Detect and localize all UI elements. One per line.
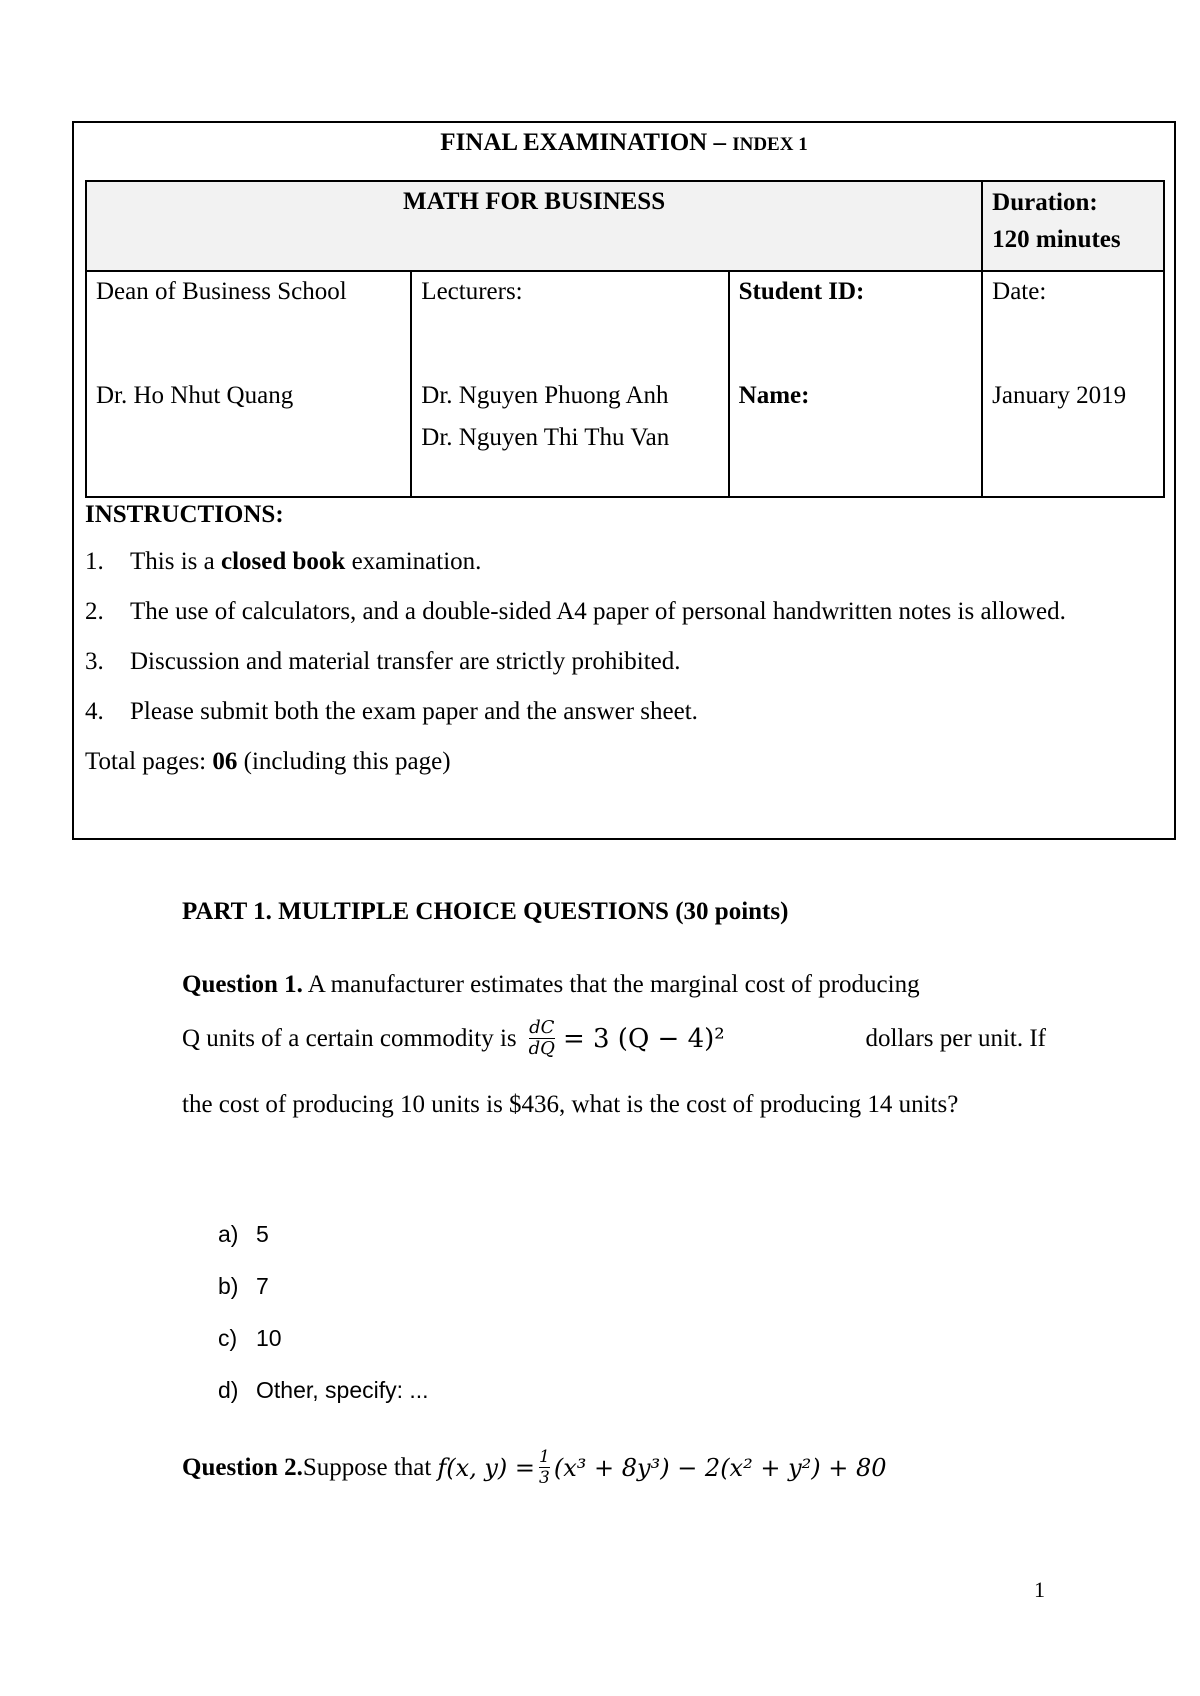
derivative-fraction xyxy=(529,1018,555,1059)
instructions xyxy=(85,501,1167,780)
question-text: A manufacturer estimates that the marginal cost of producing xyxy=(302,971,920,998)
exam-title-separator: – xyxy=(707,129,733,156)
instruction-item xyxy=(85,693,1167,730)
option-value: Other, specify: ... xyxy=(256,1377,429,1403)
exam-title xyxy=(74,129,1174,157)
instruction-text: The use of calculators, and a double-sided A4 paper of personal handwritten notes is allowed. xyxy=(130,598,1066,625)
question-1-options xyxy=(218,1218,429,1426)
question-text: Suppose that xyxy=(302,1453,432,1481)
function-definition xyxy=(437,1447,886,1488)
option-value: 10 xyxy=(256,1325,282,1351)
question-1-line xyxy=(182,966,1046,1003)
total-pages-label: Total pages: xyxy=(85,748,213,775)
student-id-space xyxy=(739,306,973,370)
fraction-numerator: 1 xyxy=(539,1447,550,1467)
answer-option[interactable] xyxy=(218,1374,429,1426)
total-pages xyxy=(85,743,1167,780)
staff-row xyxy=(86,271,1164,497)
option-letter: a) xyxy=(218,1221,239,1247)
exam-index: INDEX 1 xyxy=(732,134,808,155)
function-rhs: (x³ + 8y³) − 2(x² + y²) + 80 xyxy=(553,1453,887,1482)
function-lhs: f(x, y) = xyxy=(437,1453,536,1482)
duration-label: Duration: xyxy=(992,189,1098,216)
question-label: Question 1. xyxy=(182,971,303,998)
instruction-text-part: This is a xyxy=(130,548,221,575)
one-third-fraction xyxy=(539,1447,550,1488)
exam-info-table xyxy=(85,180,1165,498)
dean-cell xyxy=(86,271,411,497)
instructions-heading: INSTRUCTIONS: xyxy=(85,501,284,528)
option-value: 7 xyxy=(256,1273,269,1299)
option-letter: d) xyxy=(218,1377,239,1403)
page-number: 1 xyxy=(1034,1577,1045,1602)
question-label-text: Question 2. xyxy=(182,1453,303,1481)
dean-label: Dean of Business School xyxy=(96,278,347,305)
question-1-formula-line xyxy=(182,1018,1046,1059)
option-letter: b) xyxy=(218,1273,239,1299)
instruction-number: 2. xyxy=(85,598,104,625)
duration-value: 120 minutes xyxy=(992,226,1121,253)
instruction-number: 3. xyxy=(85,648,104,675)
instruction-number: 4. xyxy=(85,698,104,725)
dean-name: Dr. Ho Nhut Quang xyxy=(96,382,294,409)
question-text: dollars per unit. If xyxy=(865,1024,1046,1052)
total-pages-note: (including this page) xyxy=(237,748,451,775)
question-2 xyxy=(182,1447,887,1488)
course-name: MATH FOR BUSINESS xyxy=(403,188,666,215)
lecturers-label: Lecturers: xyxy=(421,278,523,305)
signature-space xyxy=(421,306,718,370)
option-value: 5 xyxy=(256,1221,269,1247)
student-id-label: Student ID: xyxy=(738,278,865,305)
answer-option[interactable] xyxy=(218,1270,429,1322)
instruction-text: Discussion and material transfer are strictly prohibited. xyxy=(130,648,681,675)
question-text: Q units of a certain commodity is xyxy=(182,1024,517,1052)
instruction-text xyxy=(130,543,1167,580)
exam-title-text: FINAL EXAMINATION xyxy=(440,129,708,156)
question-text: the cost of producing 10 units is $436, what is the cost of producing 14 units? xyxy=(182,1091,959,1118)
answer-option[interactable] xyxy=(218,1322,429,1374)
option-letter: c) xyxy=(218,1325,238,1351)
part-heading: PART 1. MULTIPLE CHOICE QUESTIONS (30 points) xyxy=(182,898,789,925)
question-label xyxy=(182,1454,303,1482)
date-label: Date: xyxy=(992,278,1047,305)
instruction-number: 1. xyxy=(85,548,104,575)
course-cell xyxy=(86,181,982,271)
instruction-item xyxy=(85,543,1167,580)
instruction-item xyxy=(85,643,1167,680)
duration-cell xyxy=(982,181,1164,271)
lecturer-name: Dr. Nguyen Phuong Anh xyxy=(421,382,669,409)
fraction-numerator: dC xyxy=(529,1017,555,1038)
instruction-text-part: examination. xyxy=(345,548,482,575)
question-1 xyxy=(182,966,1046,1129)
instruction-text: Please submit both the exam paper and the answer sheet. xyxy=(130,698,698,725)
date-cell xyxy=(982,271,1164,497)
lecturers-cell xyxy=(411,271,728,497)
exam-header-box xyxy=(72,121,1176,840)
date-value: January 2019 xyxy=(992,382,1127,409)
student-cell xyxy=(729,271,983,497)
total-pages-count: 06 xyxy=(212,748,238,775)
student-name-label: Name: xyxy=(738,382,810,409)
fraction-denominator: dQ xyxy=(528,1038,555,1059)
signature-space xyxy=(96,306,401,370)
instruction-emphasis: closed book xyxy=(220,548,346,575)
date-space xyxy=(992,306,1154,370)
fraction-denominator: 3 xyxy=(539,1468,550,1488)
lecturer-name: Dr. Nguyen Thi Thu Van xyxy=(421,424,670,451)
instruction-item xyxy=(85,593,1167,630)
answer-option[interactable] xyxy=(218,1218,429,1270)
marginal-cost-equation: = 3 (Q − 4)² xyxy=(562,1023,725,1054)
course-row xyxy=(86,181,1164,271)
